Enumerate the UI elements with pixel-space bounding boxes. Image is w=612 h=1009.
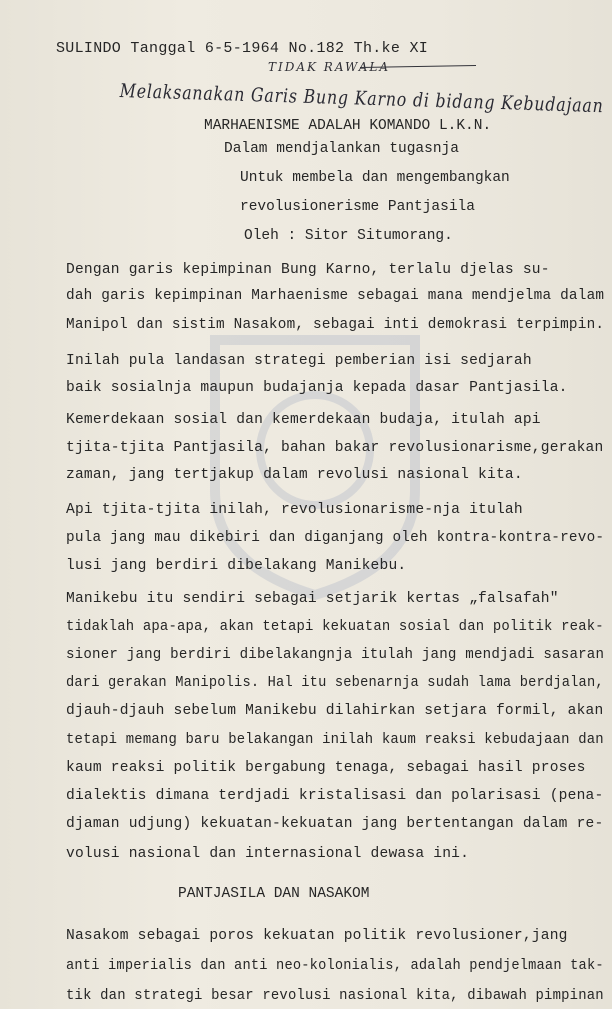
body-text-line: zaman, jang tertjakup dalam revolusi nasional kita.: [66, 467, 523, 483]
body-text-line: lusi jang berdiri dibelakang Manikebu.: [66, 558, 407, 574]
body-text-line: Dengan garis kepimpinan Bung Karno, terlalu djelas su-: [66, 262, 550, 278]
section-text-line: Nasakom sebagai poros kekuatan politik revolusioner,jang: [66, 928, 568, 944]
document-header: SULINDO Tanggal 6-5-1964 No.182 Th.ke XI: [56, 40, 429, 57]
tidak-rawala-stamp: TIDAK RAWALA: [268, 60, 391, 74]
article-title: MARHAENISME ADALAH KOMANDO L.K.N.: [204, 118, 492, 134]
handwritten-note: Melaksanakan Garis Bung Karno di bidang Kebudajaan: [119, 80, 604, 118]
body-text-line: kaum reaksi politik bergabung tenaga, sebagai hasil proses: [66, 760, 586, 776]
body-text-line: dari gerakan Manipolis. Hal itu sebenarnja sudah lama berdjalan,: [66, 675, 604, 691]
body-text-line: dah garis kepimpinan Marhaenisme sebagai mana mendjelma dalam: [66, 288, 605, 304]
body-text-line: tidaklah apa-apa, akan tetapi kekuatan sosial dan politik reak-: [66, 619, 604, 635]
body-text-line: Kemerdekaan sosial dan kemerdekaan budaja, itulah api: [66, 412, 541, 428]
section-text-line: tik dan strategi besar revolusi nasional kita, dibawah pimpinan: [66, 988, 604, 1004]
body-text-line: tetapi memang baru belakangan inilah kaum reaksi kebudajaan dan: [66, 732, 604, 748]
body-text-line: tjita-tjita Pantjasila, bahan bakar revolusionarisme,gerakan: [66, 440, 604, 456]
body-text-line: sioner jang berdiri dibelakangnja itulah jang mendjadi sasaran: [66, 647, 605, 663]
section-text-line: anti imperialis dan anti neo-kolonialis, adalah pendjelmaan tak-: [66, 958, 604, 974]
body-text-line: Inilah pula landasan strategi pemberian isi sedjarah: [66, 353, 532, 369]
body-text-line: pula jang mau dikebiri dan diganjang oleh kontra-kontra-revo-: [66, 530, 605, 546]
body-text-line: djauh-djauh sebelum Manikebu dilahirkan setjara formil, akan: [66, 703, 604, 719]
subtitle-line: revolusionerisme Pantjasila: [240, 199, 475, 215]
body-text-line: volusi nasional dan internasional dewasa ini.: [66, 846, 470, 862]
subtitle-line: Untuk membela dan mengembangkan: [240, 170, 510, 186]
author-line: Oleh : Sitor Situmorang.: [244, 228, 453, 244]
body-text-line: Manipol dan sistim Nasakom, sebagai inti demokrasi terpimpin.: [66, 317, 605, 333]
body-text-line: dialektis dimana terdjadi kristalisasi dan polarisasi (pena-: [66, 788, 604, 804]
subtitle-line: Dalam mendjalankan tugasnja: [224, 141, 459, 157]
body-text-line: Api tjita-tjita inilah, revolusionarisme-nja itulah: [66, 502, 523, 518]
section-heading: PANTJASILA DAN NASAKOM: [178, 886, 370, 902]
body-text-line: Manikebu itu sendiri sebagai setjarik kertas „falsafah": [66, 591, 559, 607]
body-text-line: djaman udjung) kekuatan-kekuatan jang bertentangan dalam re-: [66, 816, 604, 832]
body-text-line: baik sosialnja maupun budajanja kepada dasar Pantjasila.: [66, 380, 568, 396]
